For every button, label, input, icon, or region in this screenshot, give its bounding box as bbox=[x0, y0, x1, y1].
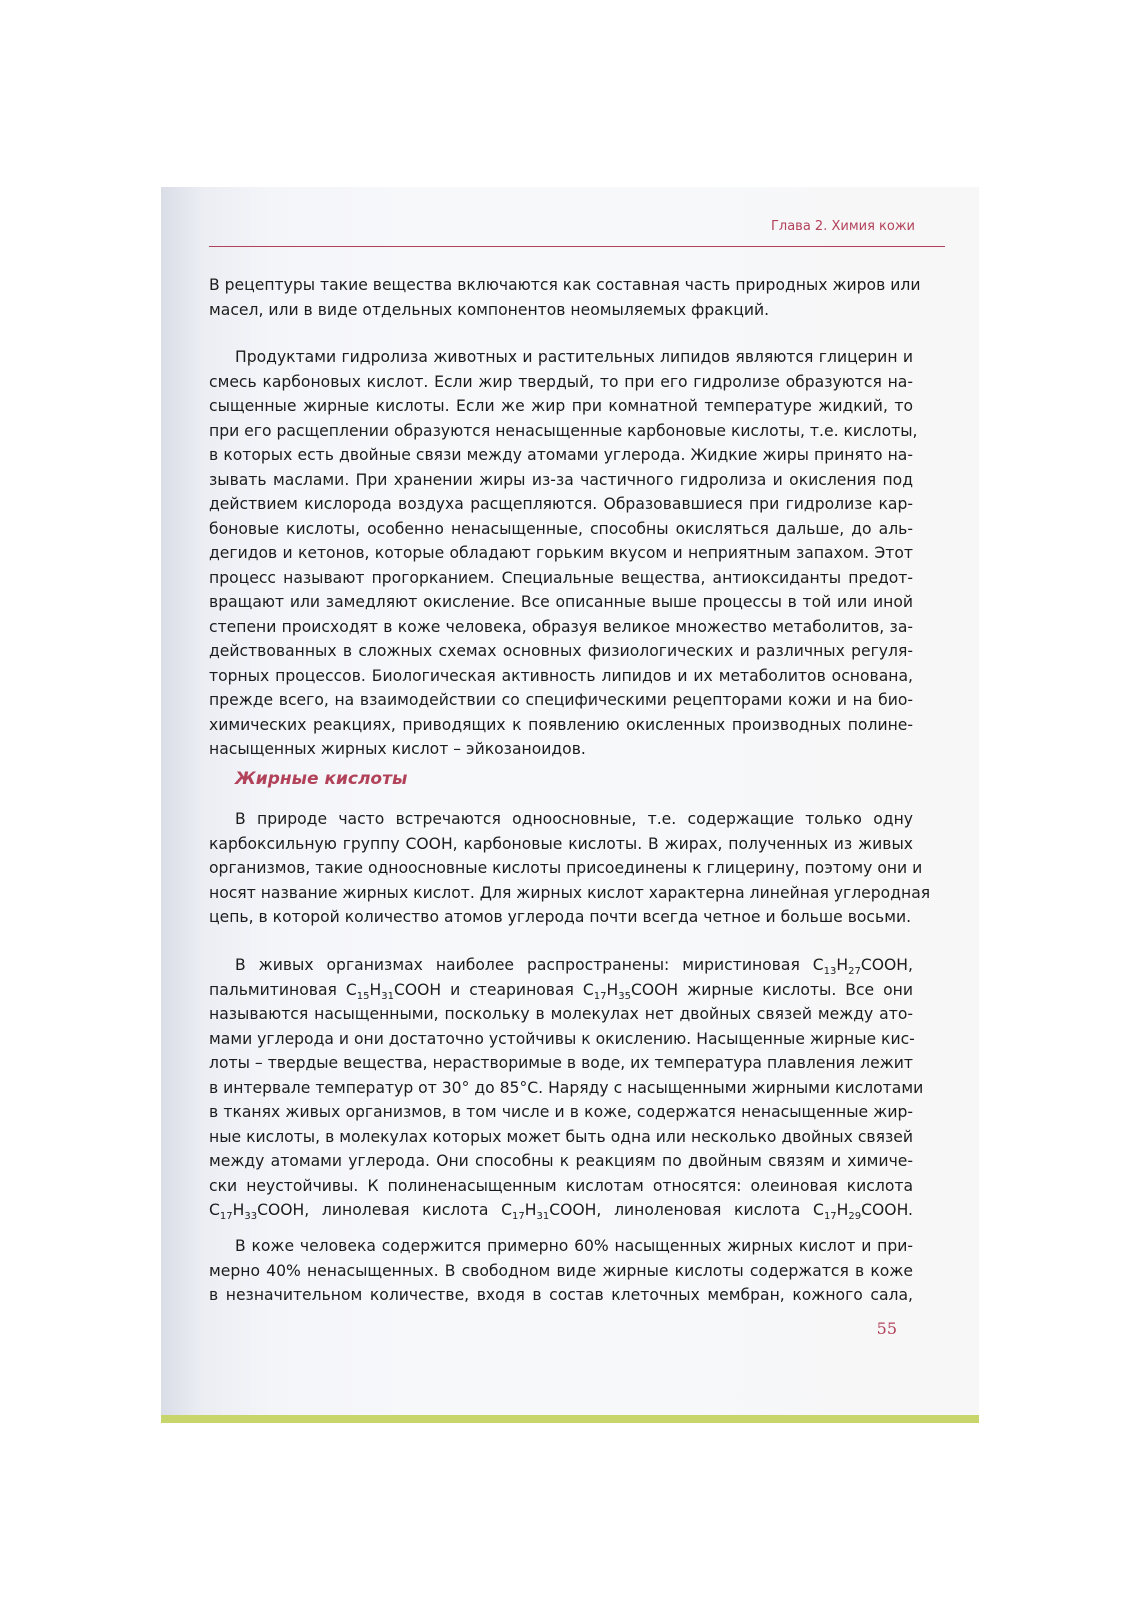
text-line-formula bbox=[209, 1198, 913, 1223]
text-line: насыщенных жирных кислот – эйкозаноидов. bbox=[209, 740, 586, 758]
paragraph-monobasic-acids bbox=[209, 807, 931, 930]
formula-myristic: $C_{13}H_{27}COOH$, bbox=[812, 956, 913, 978]
text-line: в которых есть двойные связи между атомами углерода. Жидкие жиры принято на- bbox=[209, 446, 913, 464]
text-line: прежде всего, на взаимодействии со специфическими рецепторами кожи и на био- bbox=[209, 691, 913, 709]
text-run: , линоленовая кислота bbox=[596, 1201, 814, 1219]
paragraph-intro bbox=[209, 273, 921, 322]
text-line: мерно 40% ненасыщенных. В свободном виде жирные кислоты содержатся в коже bbox=[209, 1261, 913, 1280]
text-line: мами углерода и они достаточно устойчивы к окислению. Насыщенные жирные кис- bbox=[209, 1029, 915, 1048]
text-run: В живых организмах наиболее распространены: миристиновая bbox=[235, 956, 813, 974]
formula-stearic: $C_{17}H_{35}COOH$ bbox=[582, 980, 679, 1002]
text-line: зывать маслами. При хранении жиры из-за частичного гидролиза и окисления под bbox=[209, 470, 913, 489]
paragraph-hydrolysis bbox=[209, 345, 918, 762]
text-line: между атомами углерода. Они способны к реакциям по двойным связям и химиче- bbox=[209, 1152, 913, 1170]
formula-oleic: $C_{17}H_{33}COOH$ bbox=[209, 1201, 305, 1223]
text-line: действием кислорода воздуха расщепляются. Образовавшиеся при гидролизе кар- bbox=[209, 495, 913, 513]
text-line: Продуктами гидролиза животных и растительных липидов являются глицерин и bbox=[235, 348, 913, 366]
text-line: процесс называют прогорканием. Специальные вещества, антиоксиданты предот- bbox=[209, 568, 913, 587]
text-line: дегидов и кетонов, которые обладают горьким вкусом и неприятным запахом. Этот bbox=[209, 544, 913, 562]
text-line: в интервале температур от 30° до 85°С. Наряду с насыщенными жирными кислотами bbox=[209, 1078, 924, 1097]
text-line: носят название жирных кислот. Для жирных кислот характерна линейная углеродная bbox=[209, 883, 931, 902]
text-run: пальмитиновая bbox=[209, 980, 346, 999]
text-line-formula bbox=[209, 953, 913, 978]
text-run: . bbox=[908, 1201, 913, 1219]
text-line: в тканях живых организмов, в том числе и в коже, содержатся ненасыщенные жир- bbox=[209, 1103, 913, 1121]
formula-linolenic: $C_{17}H_{29}COOH$ bbox=[813, 1201, 909, 1223]
text-line: В рецептуры такие вещества включаются как составная часть природных жиров или bbox=[209, 276, 921, 294]
book-page bbox=[161, 187, 979, 1423]
running-head: Глава 2. Химия кожи bbox=[770, 219, 915, 234]
text-line: организмов, такие одноосновные кислоты присоединены к глицерину, поэтому они и bbox=[209, 859, 923, 877]
text-line: В природе часто встречаются одноосновные, т.е. содержащие только одну bbox=[235, 810, 913, 828]
paragraph-saturated-acids bbox=[209, 953, 924, 1223]
text-run: и стеариновая bbox=[441, 980, 583, 999]
page-number: 55 bbox=[876, 1319, 897, 1338]
header-rule bbox=[209, 246, 945, 247]
text-line: торных процессов. Биологическая активность липидов и их метаболитов основана, bbox=[209, 666, 913, 685]
text-line: называются насыщенными, поскольку в молекулах нет двойных связей между ато- bbox=[209, 1005, 913, 1023]
text-line: в незначительном количестве, входя в состав клеточных мембран, кожного сала, bbox=[209, 1286, 913, 1304]
text-line: ски неустойчивы. К полиненасыщенным кислотам относятся: олеиновая кислота bbox=[209, 1176, 913, 1195]
paragraph-skin-acids bbox=[209, 1234, 913, 1308]
text-run: жирные кислоты. Все они bbox=[678, 980, 913, 999]
formula-linoleic: $C_{17}H_{31}COOH$ bbox=[501, 1201, 597, 1223]
text-line: карбоксильную группу COOH, карбоновые кислоты. В жирах, полученных из живых bbox=[209, 834, 913, 853]
text-line: В коже человека содержится примерно 60% насыщенных жирных кислот и при- bbox=[235, 1237, 913, 1255]
page-bottom-strip bbox=[161, 1415, 979, 1423]
text-line: лоты – твердые вещества, нерастворимые в воде, их температура плавления лежит bbox=[209, 1054, 913, 1072]
text-line: вращают или замедляют окисление. Все описанные выше процессы в той или иной bbox=[209, 593, 913, 611]
text-line: химических реакциях, приводящих к появлению окисленных производных полине- bbox=[209, 715, 913, 734]
text-line: масел, или в виде отдельных компонентов неомыляемых фракций. bbox=[209, 300, 770, 319]
text-line: ные кислоты, в молекулах которых может быть одна или несколько двойных связей bbox=[209, 1127, 913, 1146]
text-run: , линолевая кислота bbox=[304, 1201, 502, 1219]
text-line: смесь карбоновых кислот. Если жир твердый, то при его гидролизе образуются на- bbox=[209, 372, 913, 391]
formula-palmitic: $C_{15}H_{31}COOH$ bbox=[345, 980, 442, 1002]
text-line: боновые кислоты, особенно ненасыщенные, способны окисляться дальше, до аль- bbox=[209, 519, 913, 538]
text-line: степени происходят в коже человека, образуя великое множество метаболитов, за- bbox=[209, 617, 913, 636]
text-line-formula bbox=[209, 978, 913, 1003]
text-line: действованных в сложных схемах основных физиологических и различных регуля- bbox=[209, 642, 913, 660]
text-line: цепь, в которой количество атомов углерода почти всегда четное и больше восьми. bbox=[209, 908, 912, 926]
text-line: при его расщеплении образуются ненасыщенные карбоновые кислоты, т.е. кислоты, bbox=[209, 421, 918, 440]
section-heading: Жирные кислоты bbox=[235, 769, 408, 789]
text-line: сыщенные жирные кислоты. Если же жир при комнатной температуре жидкий, то bbox=[209, 397, 913, 415]
